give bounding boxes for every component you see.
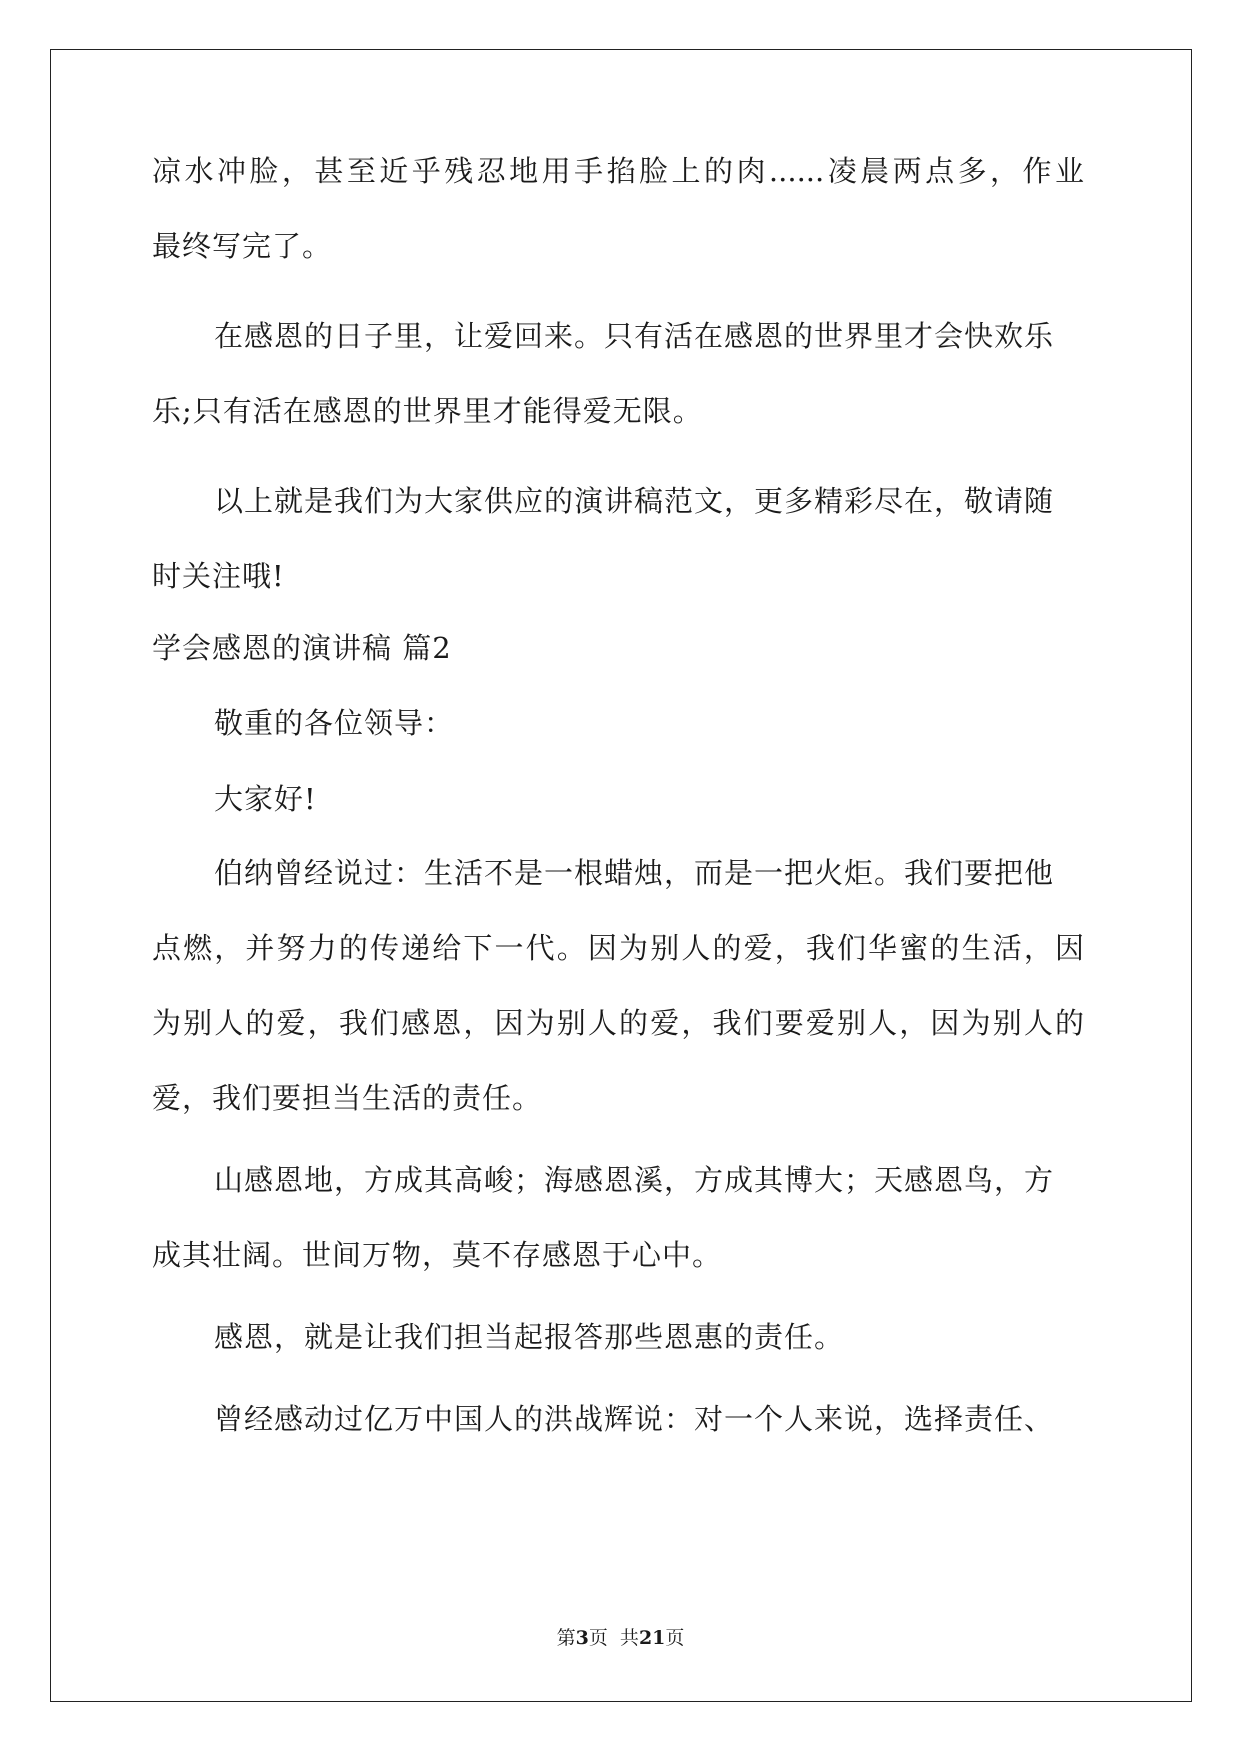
text-line-13: 爱，我们要担当生活的责任。	[152, 1081, 543, 1115]
text-line-6: 时关注哦!	[152, 559, 285, 593]
text-line-15: 成其壮阔。世间万物，莫不存感恩于心中。	[152, 1238, 723, 1272]
footer-suffix: 页	[665, 1627, 685, 1649]
salutation: 敬重的各位领导：	[214, 706, 455, 740]
text-line-14: 山感恩地，方成其高峻；海感恩溪，方成其博大；天感恩鸟，方	[214, 1163, 1055, 1197]
text-line-12: 为别人的爱，我们感恩，因为别人的爱，我们要爱别人，因为别人的	[152, 1006, 1084, 1040]
text-line-16: 感恩，就是让我们担当起报答那些恩惠的责任。	[214, 1320, 845, 1354]
greeting: 大家好!	[214, 782, 317, 816]
current-page-number: 3	[575, 1627, 589, 1649]
text-line-5: 以上就是我们为大家供应的演讲稿范文，更多精彩尽在，敬请随	[214, 484, 1055, 518]
page-footer	[0, 1626, 1241, 1650]
text-line-1: 凉水冲脸，甚至近乎残忍地用手掐脸上的肉......凌晨两点多，作业	[152, 154, 1084, 188]
text-line-10: 伯纳曾经说过：生活不是一根蜡烛，而是一把火炬。我们要把他	[214, 856, 1055, 890]
text-line-4: 乐;只有活在感恩的世界里才能得爱无限。	[152, 394, 703, 428]
text-line-2: 最终写完了。	[152, 229, 333, 263]
section-heading: 学会感恩的演讲稿 篇2	[152, 631, 452, 665]
footer-prefix: 第	[556, 1627, 576, 1649]
text-line-17: 曾经感动过亿万中国人的洪战辉说：对一个人来说，选择责任、	[214, 1402, 1055, 1436]
total-page-number: 21	[638, 1627, 666, 1649]
footer-mid: 页 共	[588, 1627, 639, 1649]
text-line-11: 点燃，并努力的传递给下一代。因为别人的爱，我们华蜜的生活，因	[152, 931, 1084, 965]
text-line-3: 在感恩的日子里，让爱回来。只有活在感恩的世界里才会快欢乐	[214, 319, 1055, 353]
